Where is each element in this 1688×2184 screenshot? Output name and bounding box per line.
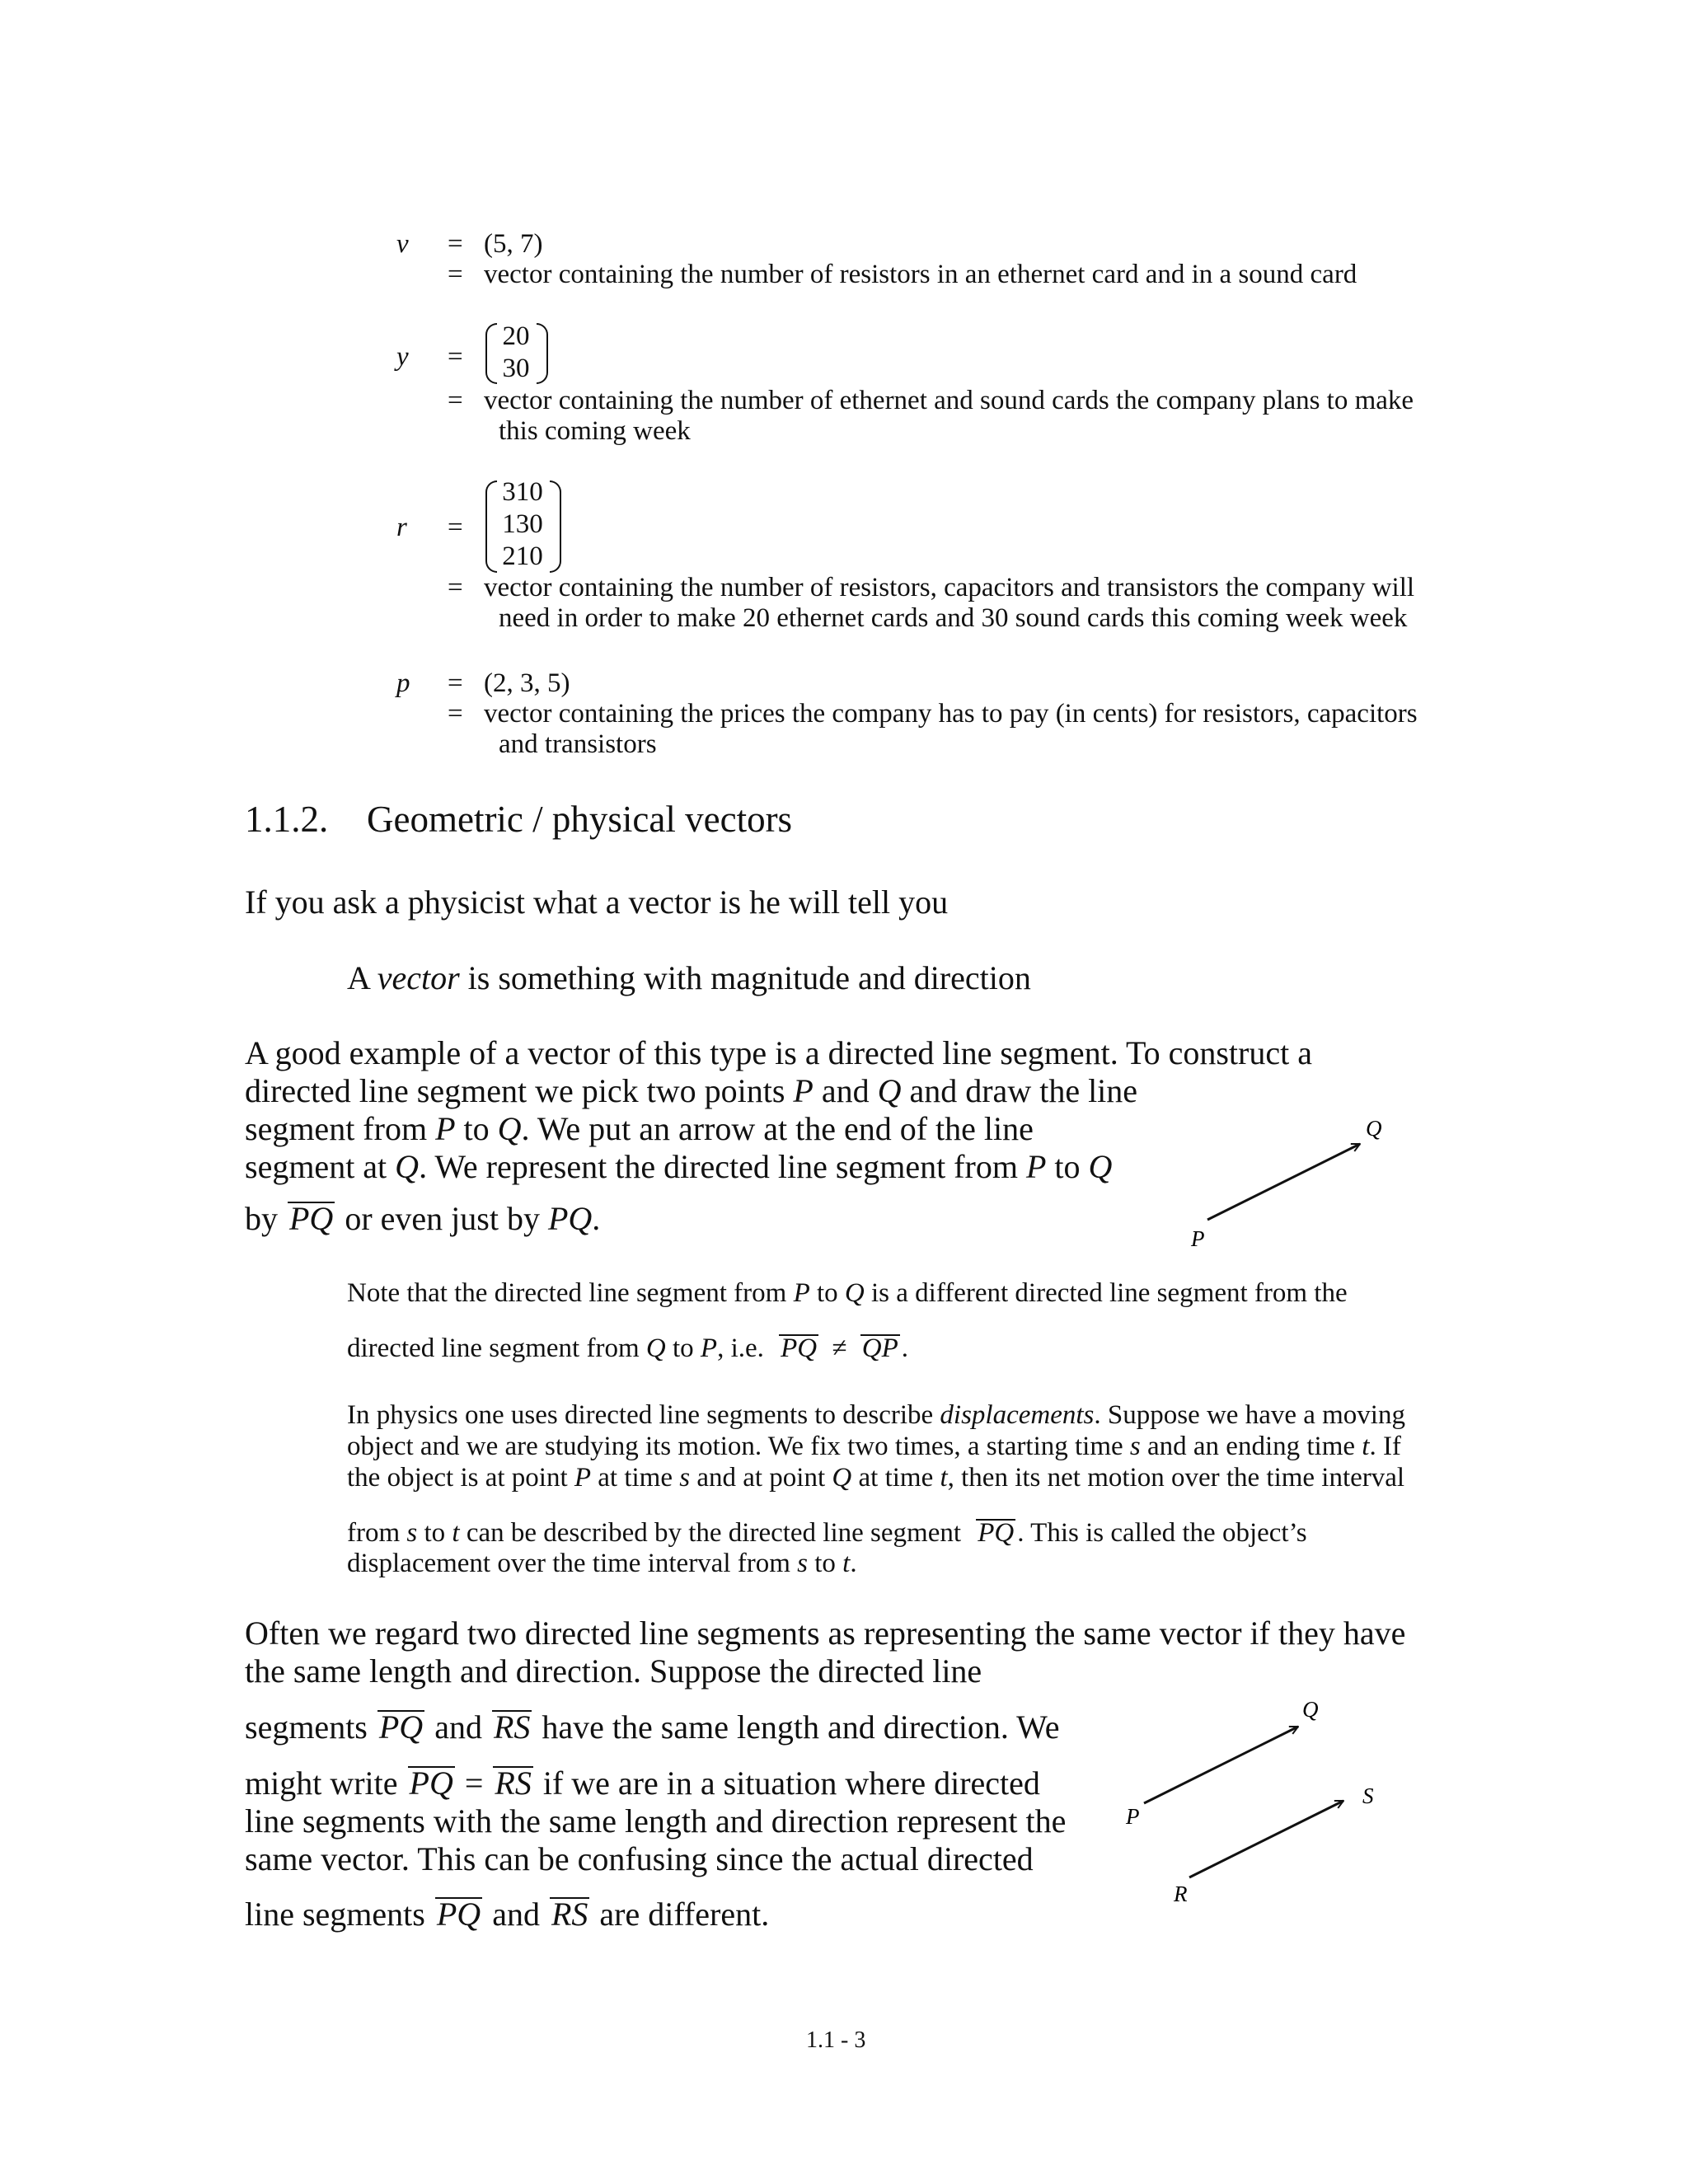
vector-pq-overline: PQ	[777, 1333, 820, 1364]
definition-term: vector	[377, 959, 460, 996]
equals-sign: =	[448, 386, 463, 415]
para2-line2: the same length and direction. Suppose the directed line	[245, 1652, 982, 1690]
equals-sign: =	[448, 513, 463, 542]
page-number: 1.1 - 3	[806, 2027, 866, 2053]
var-r: r	[396, 513, 407, 542]
definition-text: is something with magnitude and direction	[467, 959, 1031, 996]
note2-line1: In physics one uses directed line segments to describe displacements. Suppose we have a moving	[347, 1400, 1405, 1430]
para1-line1: A good example of a vector of this type is a directed line segment. To construct a	[245, 1034, 1312, 1071]
label-p: P	[1126, 1804, 1140, 1829]
equals-sign: =	[448, 342, 463, 372]
para1-line3: segment from P to Q. We put an arrow at the end of the line	[245, 1110, 1034, 1147]
r-column	[497, 476, 548, 573]
vector-pq-overline: PQ	[434, 1896, 484, 1933]
section-number: 1.1.2.	[245, 799, 329, 840]
vector-rs-overline: RS	[491, 1765, 534, 1802]
note2-line3: the object is at point P at time s and at point Q at time t, then its net motion over the time interval	[347, 1463, 1405, 1493]
vector-pq-overline: PQ	[376, 1708, 426, 1746]
var-v: v	[396, 229, 409, 259]
arrow-rs	[1189, 1801, 1343, 1877]
para2-line1: Often we regard two directed line segments as representing the same vector if they have	[245, 1615, 1406, 1652]
para2-line4: might write PQ = RS if we are in a situation where directed	[245, 1765, 1040, 1802]
intro-line: If you ask a physicist what a vector is he will tell you	[245, 883, 949, 921]
vector-qp-overline: QP	[859, 1333, 902, 1364]
v-description: vector containing the number of resistors in an ethernet card and in a sound card	[484, 260, 1357, 289]
label-s: S	[1362, 1783, 1374, 1808]
para2-line5: line segments with the same length and direction represent the	[245, 1802, 1067, 1840]
label-q: Q	[1302, 1697, 1319, 1722]
note1-line2: directed line segment from Q to P, i.e. PQ ≠ QP .	[347, 1333, 909, 1363]
label-p: P	[1191, 1226, 1205, 1251]
y-entry: 20	[502, 321, 530, 351]
equals-sign: =	[448, 260, 463, 289]
left-paren	[485, 480, 497, 573]
para1-line5: by PQ or even just by PQ.	[245, 1200, 601, 1237]
r-description: vector containing the number of resistors, capacitors and transistors the company will	[484, 573, 1415, 602]
vector-pq-overline: PQ	[286, 1200, 336, 1238]
para1-line4: segment at Q. We represent the directed line segment from P to Q	[245, 1148, 1113, 1185]
var-y: y	[396, 342, 409, 372]
equals-sign: =	[448, 668, 463, 698]
r-description-cont: need in order to make 20 ethernet cards and 30 sound cards this coming week week	[499, 603, 1408, 633]
vector-rs-overline: RS	[490, 1708, 533, 1746]
p-description-cont: and transistors	[499, 729, 657, 759]
equals-sign: =	[448, 229, 463, 259]
vector-pq-overline: PQ	[974, 1517, 1017, 1549]
r-entry: 130	[502, 509, 543, 539]
para2-line7: line segments PQ and RS are different.	[245, 1896, 770, 1933]
note1-line1: Note that the directed line segment from P to Q is a different directed line segment from the	[347, 1278, 1348, 1308]
y-column	[497, 321, 535, 385]
note2-line2: object and we are studying its motion. We fix two times, a starting time s and an ending time t. If	[347, 1432, 1401, 1461]
definition-line	[347, 959, 1031, 997]
y-description: vector containing the number of ethernet and sound cards the company plans to make	[484, 386, 1414, 415]
para1-line2: directed line segment we pick two points P and Q and draw the line	[245, 1072, 1138, 1109]
right-paren	[550, 480, 561, 573]
para2-line6: same vector. This can be confusing since the actual directed	[245, 1840, 1034, 1877]
equals-sign: =	[448, 699, 463, 729]
directed-segment-figure	[1170, 1113, 1418, 1253]
not-equal-sign: ≠	[832, 1333, 847, 1363]
note2-line5: displacement over the time interval from s to t.	[347, 1549, 857, 1578]
p-description: vector containing the prices the company has to pay (in cents) for resistors, capacitors	[484, 699, 1418, 729]
equals-sign: =	[448, 573, 463, 602]
section-title: Geometric / physical vectors	[367, 799, 793, 840]
para2-line3: segments PQ and RS have the same length and direction. We	[245, 1708, 1060, 1746]
var-p: p	[396, 668, 410, 698]
label-r: R	[1174, 1882, 1188, 1906]
v-value: (5, 7)	[484, 229, 543, 259]
label-q: Q	[1366, 1116, 1382, 1141]
r-entry: 310	[502, 477, 543, 507]
arrow-pq	[1144, 1727, 1298, 1803]
parallel-segments-figure	[1113, 1690, 1409, 1920]
vector-pq-overline: PQ	[406, 1765, 457, 1802]
y-entry: 30	[502, 354, 530, 383]
r-entry: 210	[502, 541, 543, 571]
arrow-pq	[1207, 1144, 1360, 1220]
left-paren	[485, 323, 497, 384]
right-paren	[537, 323, 548, 384]
y-description-cont: this coming week	[499, 416, 691, 446]
vector-rs-overline: RS	[548, 1896, 591, 1933]
note2-line4: from s to t can be described by the directed line segment PQ . This is called the object’s	[347, 1518, 1307, 1548]
p-value: (2, 3, 5)	[484, 668, 570, 698]
definition-text: A	[347, 959, 369, 996]
